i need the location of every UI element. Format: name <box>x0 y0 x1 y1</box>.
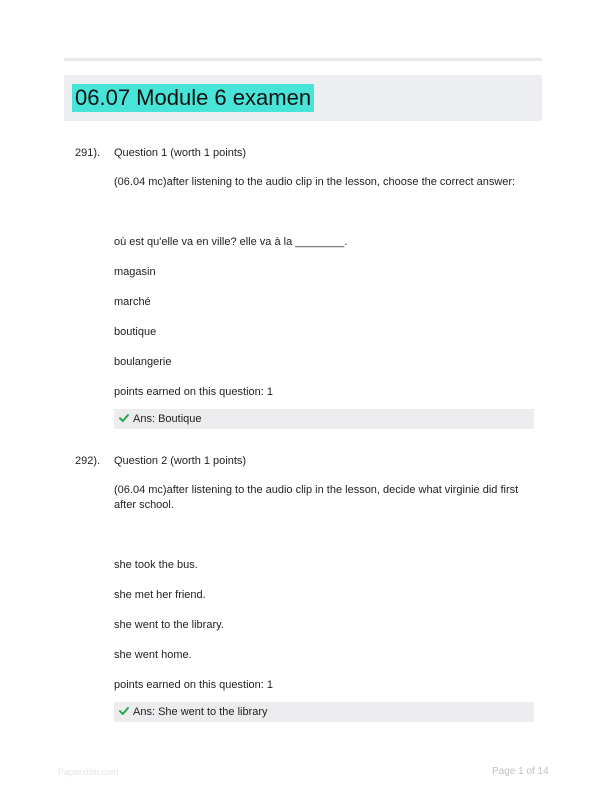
question-heading: Question 1 (worth 1 points) <box>114 147 247 159</box>
answer-option: boutique <box>114 326 157 338</box>
footer-watermark: Paperxtbh.com <box>58 767 119 777</box>
answer-option: she went home. <box>114 649 192 661</box>
question-stem: où est qu'elle va en ville? elle va à la ________. <box>114 236 348 248</box>
points-earned: points earned on this question: 1 <box>114 679 274 691</box>
page-title: 06.07 Module 6 examen <box>72 84 314 112</box>
question-number: 291). <box>75 147 101 159</box>
answer-text: Ans: She went to the library <box>133 706 268 718</box>
answer-box <box>114 409 534 429</box>
points-earned: points earned on this question: 1 <box>114 386 274 398</box>
page-number: Page 1 of 14 <box>492 766 549 777</box>
answer-option: she went to the library. <box>114 619 224 631</box>
checkmark-icon <box>119 413 129 423</box>
answer-option: she took the bus. <box>114 559 198 571</box>
checkmark-icon <box>119 706 129 716</box>
answer-box <box>114 702 534 722</box>
answer-option: marché <box>114 296 151 308</box>
question-heading: Question 2 (worth 1 points) <box>114 455 247 467</box>
question-number: 292). <box>75 455 101 467</box>
title-band <box>64 75 542 121</box>
answer-text: Ans: Boutique <box>133 413 202 425</box>
question-prompt: (06.04 mc)after listening to the audio clip in the lesson, decide what virginie did first after school. <box>114 484 519 511</box>
top-rule <box>64 58 542 61</box>
answer-option: boulangerie <box>114 356 172 368</box>
answer-option: magasin <box>114 266 156 278</box>
answer-option: she met her friend. <box>114 589 206 601</box>
question-prompt: (06.04 mc)after listening to the audio clip in the lesson, choose the correct answer: <box>114 176 516 188</box>
